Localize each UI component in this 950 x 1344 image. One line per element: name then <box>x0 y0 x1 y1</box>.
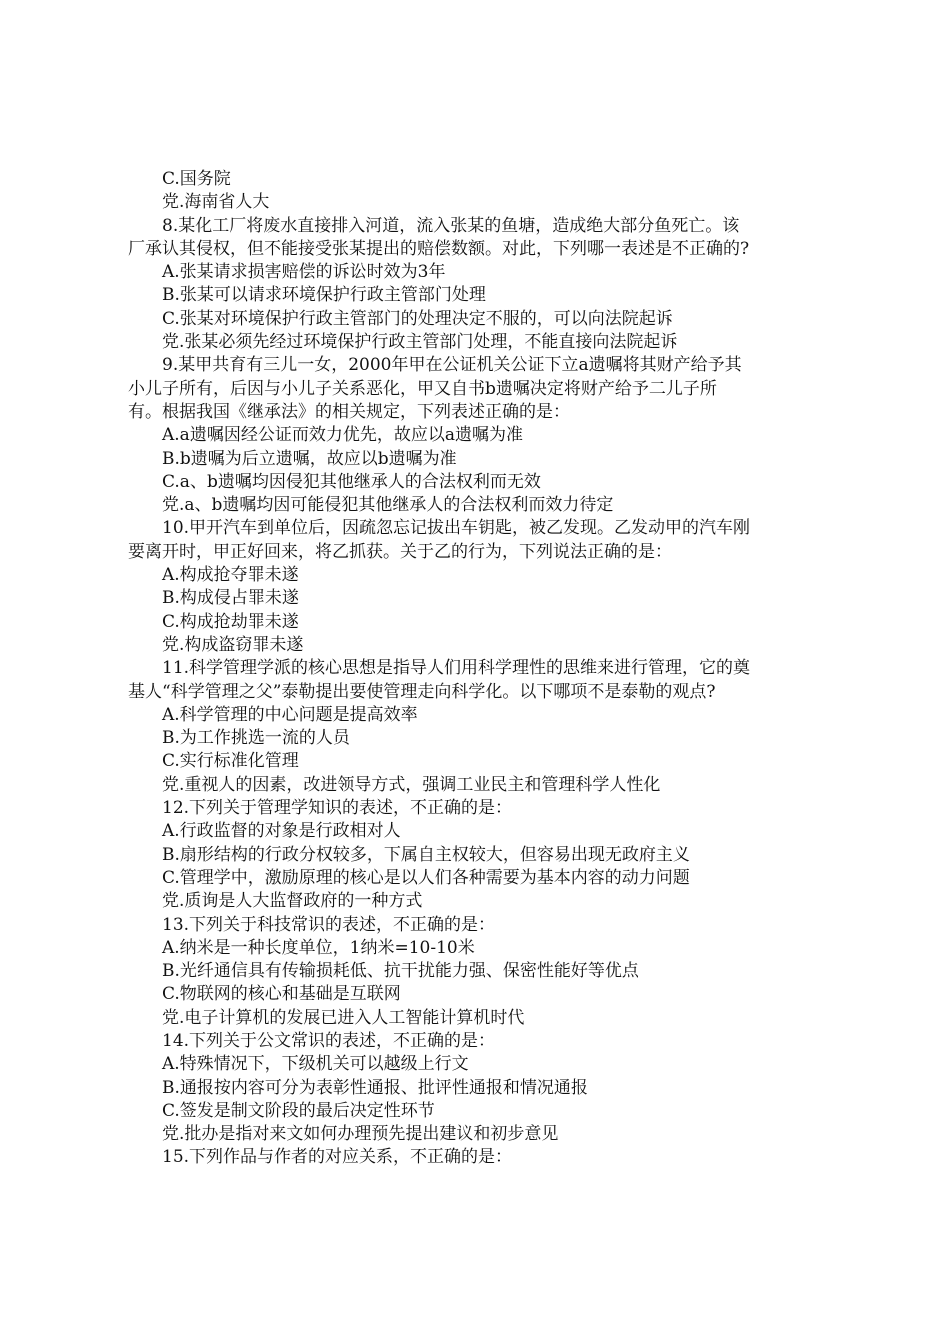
text-line: B.为工作挑选一流的人员 <box>162 728 350 749</box>
text-line: C.a、b遗嘱均因侵犯其他继承人的合法权利而无效 <box>162 471 541 492</box>
text-line: A.张某请求损害赔偿的诉讼时效为3年 <box>162 262 446 283</box>
text-line: 党.构成盗窃罪未遂 <box>162 634 304 655</box>
text-line: 基人“科学管理之父”泰勒提出要使管理走向科学化。以下哪项不是泰勒的观点? <box>128 681 716 702</box>
text-line: C.构成抢劫罪未遂 <box>162 611 299 632</box>
text-line: 12.下列关于管理学知识的表述，不正确的是： <box>162 798 513 819</box>
text-line: B.光纤通信具有传输损耗低、抗干扰能力强、保密性能好等优点 <box>162 961 639 982</box>
text-line: 党.a、b遗嘱均因可能侵犯其他继承人的合法权利而效力待定 <box>162 495 614 516</box>
text-line: B.通报按内容可分为表彰性通报、批评性通报和情况通报 <box>162 1077 588 1098</box>
text-line: C.管理学中，激励原理的核心是以人们各种需要为基本内容的动力问题 <box>162 867 690 888</box>
text-line: B.张某可以请求环境保护行政主管部门处理 <box>162 285 486 306</box>
text-line: 10.甲开汽车到单位后，因疏忽忘记拔出车钥匙，被乙发现。乙发动甲的汽车刚 <box>162 518 751 539</box>
text-line: 党.张某必须先经过环境保护行政主管部门处理，不能直接向法院起诉 <box>162 332 678 353</box>
text-line: 要离开时，甲正好回来，将乙抓获。关于乙的行为，下列说法正确的是： <box>128 541 672 562</box>
text-line: 有。根据我国《继承法》的相关规定，下列表述正确的是： <box>128 401 570 422</box>
text-line: C.国务院 <box>162 169 231 189</box>
text-line: 13.下列关于科技常识的表述，不正确的是： <box>162 914 496 935</box>
text-line: A.构成抢夺罪未遂 <box>162 565 299 586</box>
text-line: C.物联网的核心和基础是互联网 <box>162 984 401 1005</box>
text-line: A.a遗嘱因经公证而效力优先，故应以a遗嘱为准 <box>162 425 523 446</box>
text-line: A.行政监督的对象是行政相对人 <box>162 821 401 842</box>
text-line: B.构成侵占罪未遂 <box>162 588 299 609</box>
text-line: A.科学管理的中心问题是提高效率 <box>162 704 418 725</box>
text-line: 党.批办是指对来文如何办理预先提出建议和初步意见 <box>162 1124 559 1145</box>
text-line: 党.质询是人大监督政府的一种方式 <box>162 891 423 912</box>
text-line: A.特殊情况下，下级机关可以越级上行文 <box>162 1054 469 1075</box>
text-line: 14.下列关于公文常识的表述，不正确的是： <box>162 1030 496 1051</box>
text-line: 厂承认其侵权，但不能接受张某提出的赔偿数额。对此，下列哪一表述是不正确的? <box>128 238 750 259</box>
text-line: C.实行标准化管理 <box>162 751 299 772</box>
document-body <box>128 168 830 1170</box>
text-line: 小儿子所有，后因与小儿子关系恶化，甲又自书b遗嘱决定将财产给予二儿子所 <box>128 378 717 399</box>
text-line: B.b遗嘱为后立遗嘱，故应以b遗嘱为准 <box>162 448 457 469</box>
text-line: B.扇形结构的行政分权较多，下属自主权较大，但容易出现无政府主义 <box>162 844 690 865</box>
text-line: 党.电子计算机的发展已进入人工智能计算机时代 <box>162 1007 525 1028</box>
text-line: 党.海南省人大 <box>162 192 270 213</box>
text-line: 9.某甲共育有三儿一女，2000年甲在公证机关公证下立a遗嘱将其财产给予其 <box>162 355 742 376</box>
text-line: 11.科学管理学派的核心思想是指导人们用科学理性的思维来进行管理，它的奠 <box>162 658 751 679</box>
text-line: C.签发是制文阶段的最后决定性环节 <box>162 1100 435 1121</box>
text-line: C.张某对环境保护行政主管部门的处理决定不服的，可以向法院起诉 <box>162 308 673 329</box>
text-line: 党.重视人的因素，改进领导方式，强调工业民主和管理科学人性化 <box>162 774 661 795</box>
text-line: 8.某化工厂将废水直接排入河道，流入张某的鱼塘，造成绝大部分鱼死亡。该 <box>162 215 740 236</box>
text-line: 15.下列作品与作者的对应关系，不正确的是： <box>162 1147 513 1168</box>
text-line: A.纳米是一种长度单位，1纳米=10-10米 <box>162 937 475 958</box>
